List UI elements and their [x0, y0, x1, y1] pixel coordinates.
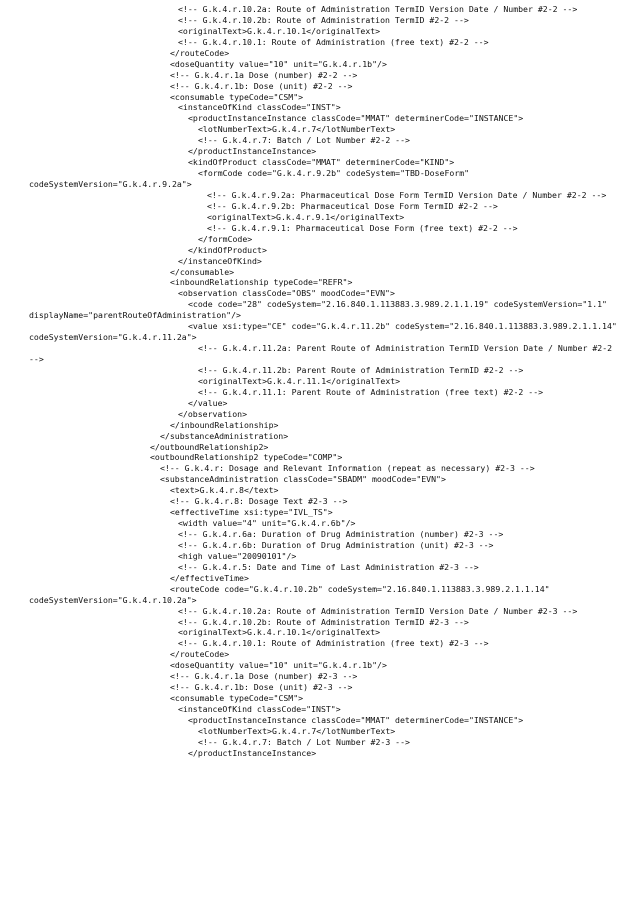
code-line: <!-- G.k.4.r.10.2a: Route of Administration TermID Version Date / Number #2-3 --> [178, 605, 578, 616]
code-line: <!-- G.k.4.r.9.2a: Pharmaceutical Dose Form TermID Version Date / Number #2-2 --> [207, 189, 607, 200]
code-line: <!-- G.k.4.r.1a Dose (number) #2-3 --> [170, 671, 358, 682]
code-line: <!-- G.k.4.r.10.2a: Route of Administration TermID Version Date / Number #2-2 --> [178, 4, 578, 14]
code-line: <high value="20090101"/> [178, 550, 297, 561]
code-line: <!-- G.k.4.r.1a Dose (number) #2-2 --> [170, 69, 358, 80]
code-line: codeSystemVersion="G.k.4.r.9.2a"> [29, 179, 192, 189]
code-line: </consumable> [170, 266, 235, 277]
code-line: <instanceOfKind classCode="INST"> [178, 704, 341, 714]
code-line: </routeCode> [170, 649, 230, 660]
code-line: <formCode code="G.k.4.r.9.2b" codeSystem="TBD-DoseForm" [198, 168, 470, 179]
code-line: <originalText>G.k.4.r.9.1</originalText> [207, 211, 405, 222]
code-line: codeSystemVersion="G.k.4.r.11.2a"> [29, 332, 197, 343]
code-line: <inboundRelationship typeCode="REFR"> [170, 277, 353, 288]
code-line: <consumable typeCode="CSM"> [170, 91, 304, 102]
code-line: <!-- G.k.4.r.6a: Duration of Drug Administration (number) #2-3 --> [178, 529, 504, 539]
code-line: </productInstanceInstance> [188, 146, 317, 157]
code-line: </effectiveTime> [170, 572, 249, 583]
code-line: </kindOfProduct> [188, 244, 267, 255]
code-line: <instanceOfKind classCode="INST"> [178, 102, 341, 113]
code-line: </instanceOfKind> [178, 255, 262, 266]
code-line: <consumable typeCode="CSM"> [170, 693, 304, 704]
code-line: <originalText>G.k.4.r.10.1</originalText> [178, 25, 381, 36]
code-line: <outboundRelationship2 typeCode="COMP"> [150, 452, 343, 463]
code-line: <!-- G.k.4.r.6b: Duration of Drug Administration (unit) #2-3 --> [178, 539, 494, 550]
code-line: <observation classCode="OBS" moodCode="EVN"> [178, 288, 395, 299]
code-line: <substanceAdministration classCode="SBADM" moodCode="EVN"> [160, 474, 446, 485]
code-line: <!-- G.k.4.r.1b: Dose (unit) #2-3 --> [170, 682, 353, 693]
code-line: <!-- G.k.4.r.11.2a: Parent Route of Administration TermID Version Date / Number #2-2 [198, 343, 613, 354]
code-line: <productInstanceInstance classCode="MMAT" determinerCode="INSTANCE"> [188, 113, 524, 124]
code-line: <!-- G.k.4.r.5: Date and Time of Last Administration #2-3 --> [178, 561, 479, 572]
code-line: <!-- G.k.4.r.10.1: Route of Administration (free text) #2-3 --> [178, 638, 489, 649]
code-line: <kindOfProduct classCode="MMAT" determinerCode="KIND"> [188, 157, 455, 168]
code-line: <!-- G.k.4.r.1b: Dose (unit) #2-2 --> [170, 80, 353, 91]
code-line: </outboundRelationship2> [150, 441, 269, 452]
code-line: <!-- G.k.4.r.7: Batch / Lot Number #2-2 --> [198, 135, 410, 146]
code-line: <lotNumberText>G.k.4.r.7</lotNumberText> [198, 124, 396, 135]
code-line: </productInstanceInstance> [188, 747, 317, 758]
code-line: <productInstanceInstance classCode="MMAT" determinerCode="INSTANCE"> [188, 714, 524, 725]
code-line: <originalText>G.k.4.r.10.1</originalText> [178, 627, 381, 638]
code-line: </value> [188, 397, 228, 408]
code-line: <lotNumberText>G.k.4.r.7</lotNumberText> [198, 725, 396, 736]
code-line: displayName="parentRouteOfAdministration"/> [29, 310, 241, 321]
code-line: <originalText>G.k.4.r.11.1</originalText> [198, 375, 401, 386]
code-line: <!-- G.k.4.r.11.2b: Parent Route of Administration TermID #2-2 --> [198, 364, 524, 375]
code-line: <value xsi:type="CE" code="G.k.4.r.11.2b" codeSystem="2.16.840.1.113883.3.989.2.1.1.14" [188, 321, 617, 332]
code-line: <width value="4" unit="G.k.4.r.6b"/> [178, 518, 356, 529]
code-line: <!-- G.k.4.r: Dosage and Relevant Information (repeat as necessary) #2-3 --> [160, 463, 535, 474]
code-line: <!-- G.k.4.r.7: Batch / Lot Number #2-3 --> [198, 736, 410, 747]
code-line: </routeCode> [170, 47, 230, 58]
code-line: <!-- G.k.4.r.10.1: Route of Administration (free text) #2-2 --> [178, 36, 489, 47]
code-line: <code code="28" codeSystem="2.16.840.1.113883.3.989.2.1.1.19" codeSystemVersion="1.1" [188, 299, 607, 310]
code-line: <doseQuantity value="10" unit="G.k.4.r.1b"/> [170, 660, 387, 671]
code-line: <text>G.k.4.r.8</text> [170, 485, 279, 496]
code-line: <!-- G.k.4.r.10.2b: Route of Administration TermID #2-2 --> [178, 14, 469, 25]
code-line: <routeCode code="G.k.4.r.10.2b" codeSystem="2.16.840.1.113883.3.989.2.1.1.14" [170, 583, 550, 594]
code-line: --> [29, 354, 44, 364]
code-line: codeSystemVersion="G.k.4.r.10.2a"> [29, 594, 197, 605]
code-line: <doseQuantity value="10" unit="G.k.4.r.1b"/> [170, 58, 387, 69]
code-line: <effectiveTime xsi:type="IVL_TS"> [170, 507, 333, 518]
code-line: </formCode> [198, 233, 253, 244]
code-line: <!-- G.k.4.r.9.2b: Pharmaceutical Dose Form TermID #2-2 --> [207, 200, 498, 211]
code-line: <!-- G.k.4.r.10.2b: Route of Administration TermID #2-3 --> [178, 616, 469, 627]
code-line: <!-- G.k.4.r.9.1: Pharmaceutical Dose Form (free text) #2-2 --> [207, 222, 518, 233]
code-line: <!-- G.k.4.r.8: Dosage Text #2-3 --> [170, 496, 348, 507]
code-line: </substanceAdministration> [160, 430, 289, 441]
code-line: <!-- G.k.4.r.11.1: Parent Route of Administration (free text) #2-2 --> [198, 386, 544, 397]
code-line: </observation> [178, 408, 248, 419]
code-line: </inboundRelationship> [170, 419, 279, 430]
